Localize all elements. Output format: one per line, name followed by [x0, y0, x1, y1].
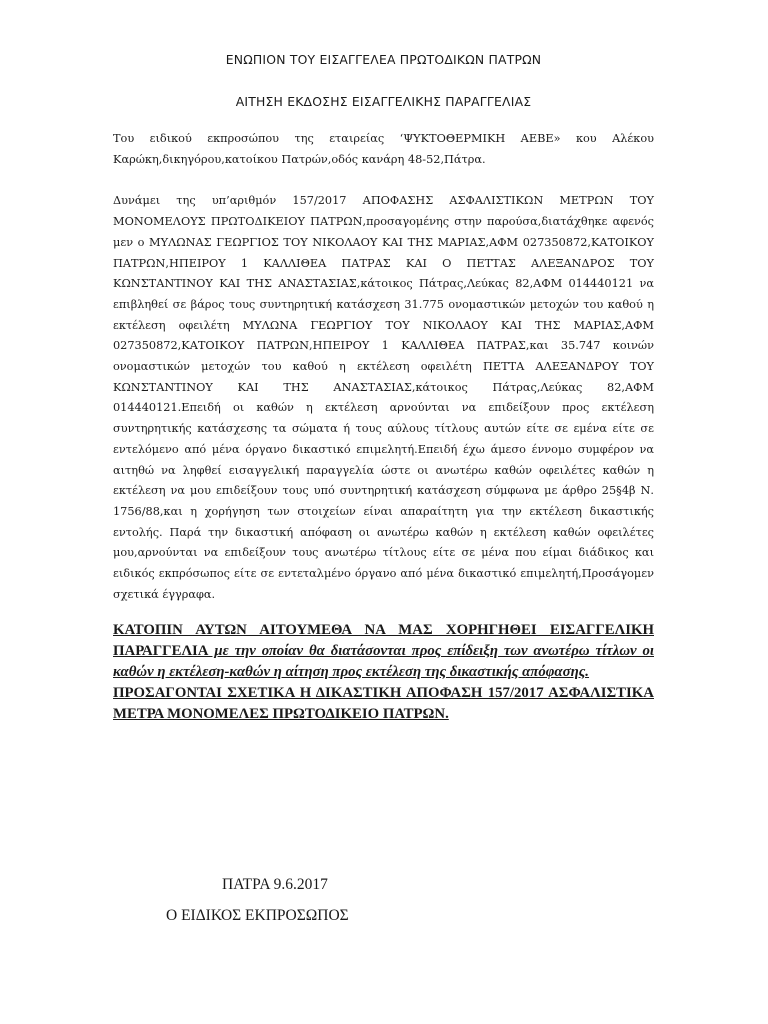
signatory: Ο ΕΙΔΙΚΟΣ ΕΚΠΡΟΣΩΠΟΣ	[166, 907, 349, 924]
request-block	[113, 620, 654, 724]
intro-paragraph: Του ειδικού εκπροσώπου της εταιρείας ‘ΨΥΚΤΟΘΕΡΜΙΚΗ ΑΕΒΕ» κου Αλέκου Καρώκη,δικηγόρου,κατοίκου Πατρών,οδός κανάρη 48-52,Πάτρα.	[113, 132, 654, 166]
exhibits-line: ΠΡΟΣΑΓΟΝΤΑΙ ΣΧΕΤΙΚΑ Η ΔΙΚΑΣΤΙΚΗ ΑΠΟΦΑΣΗ 157/2017 ΑΣΦΑΛΙΣΤΙΚΑ ΜΕΤΡΑ ΜΟΝΟΜΕΛΕΣ ΠΡΩΤΟΔΙΚΕΙΟ ΠΑΤΡΩΝ.	[113, 684, 654, 722]
body-paragraph: Δυνάμει της υπ’αριθμόν 157/2017 ΑΠΟΦΑΣΗΣ ΑΣΦΑΛΙΣΤΙΚΩΝ ΜΕΤΡΩΝ ΤΟΥ ΜΟΝΟΜΕΛΟΥΣ ΠΡΩΤΟΔΙΚΕΙΟΥ ΠΑΤΡΩΝ,προσαγομένης στην παρούσα,διατάχθηκε αφενός μεν ο ΜΥΛΩΝΑΣ ΓΕΩΡΓΙΟΣ ΤΟΥ ΝΙΚΟΛΑΟΥ ΚΑΙ ΤΗΣ ΜΑΡΙΑΣ,ΑΦΜ 027350872,ΚΑΤΟΙΚΟΥ ΠΑΤΡΩΝ,ΗΠΕΙΡΟΥ 1 ΚΑΛΛΙΘΕΑ ΠΑΤΡΑΣ ΚΑΙ Ο ΠΕΤΤΑΣ ΑΛΕΞΑΝΔΡΟΣ ΤΟΥ ΚΩΝΣΤΑΝΤΙΝΟΥ ΚΑΙ ΤΗΣ ΑΝΑΣΤΑΣΙΑΣ,κάτοικος Πάτρας,Λεύκας 82,ΑΦΜ 014440121 να επιβληθεί σε βάρος τους συντηρητική κατάσχεση 31.775 ονομαστικών μετοχών του καθού η εκτέλεση οφειλέτη ΜΥΛΩΝΑ ΓΕΩΡΓΙΟΥ ΤΟΥ ΝΙΚΟΛΑΟΥ ΚΑΙ ΤΗΣ ΜΑΡΙΑΣ,ΑΦΜ 027350872,ΚΑΤΟΙΚΟΥ ΠΑΤΡΩΝ,ΗΠΕΙΡΟΥ 1 ΚΑΛΛΙΘΕΑ ΠΑΤΡΑΣ,και 35.747 κοινών ονομαστικών μετοχών του καθού η εκτέλεση οφειλέτη ΠΕΤΤΑ ΑΛΕΞΑΝΔΡΟΥ ΤΟΥ ΚΩΝΣΤΑΝΤΙΝΟΥ ΚΑΙ ΤΗΣ ΑΝΑΣΤΑΣΙΑΣ,κάτοικος Πάτρας,Λεύκας 82,ΑΦΜ 014440121.Επειδή οι καθών η εκτέλεση αρνούνται να επιδείξουν προς εκτέλεση συντηρητικής κατάσχεσης τα σώματα ή τους αύλους τίτλους αυτών είτε σε εμένα είτε σε εντελόμενο από μένα όργανο δικαστικό επιμελητή.Επειδή έχω άμεσο έννομο συμφέρον να αιτηθώ να ληφθεί εισαγγελική παραγγελία ώστε οι ανωτέρω καθών οφειλέτες καθών η εκτέλεση να μου επιδείξουν τους υπό συντηρητική κατάσχεση σύμφωνα με άρθρο 25§4β Ν. 1756/88,και η χορήγηση των στοιχείων είναι απαραίτητη για την εκτέλεση δικαστικής εντολής. Παρά την δικαστική απόφαση οι ανωτέρω καθών η εκτέλεση καθών οφειλέτες μου,αρνούνται να επιδείξουν τους ανωτέρω τίτλους είτε σε μένα που είμαι διάδικος και ειδικός εκπρόσωπος είτε σε εντεταλμένο όργανο από μένα δικαστικό επιμελητή,Προσάγομεν σχετικά έγγραφα.	[113, 194, 654, 601]
document-heading-court: ΕΝΩΠΙΟΝ ΤΟΥ ΕΙΣΑΓΓΕΛΕΑ ΠΡΩΤΟΔΙΚΩΝ ΠΑΤΡΩΝ	[225, 52, 542, 67]
request-uppercase: ΚΑΤΟΠΙΝ ΑΥΤΩΝ ΑΙΤΟΥΜΕΘΑ ΝΑ ΜΑΣ ΧΟΡΗΓΗΘΕΙ ΕΙΣΑΓΓΕΛΙΚΗ ΠΑΡΑΓΓΕΛΙΑ	[113, 622, 654, 660]
place-date: ΠΑΤΡΑ 9.6.2017	[222, 876, 328, 893]
request-italic: με την οποίαν θα διατάσονται προς επίδειξη των ανωτέρω τίτλων οι καθών η εκτέλεση-καθών η αίτηση προς εκτέλεση της δικαστικής απόφασης.	[113, 643, 654, 681]
document-heading-title: ΑΙΤΗΣΗ ΕΚΔΟΣΗΣ ΕΙΣΑΓΓΕΛΙΚΗΣ ΠΑΡΑΓΓΕΛΙΑΣ	[235, 94, 532, 109]
document-page	[113, 50, 654, 924]
